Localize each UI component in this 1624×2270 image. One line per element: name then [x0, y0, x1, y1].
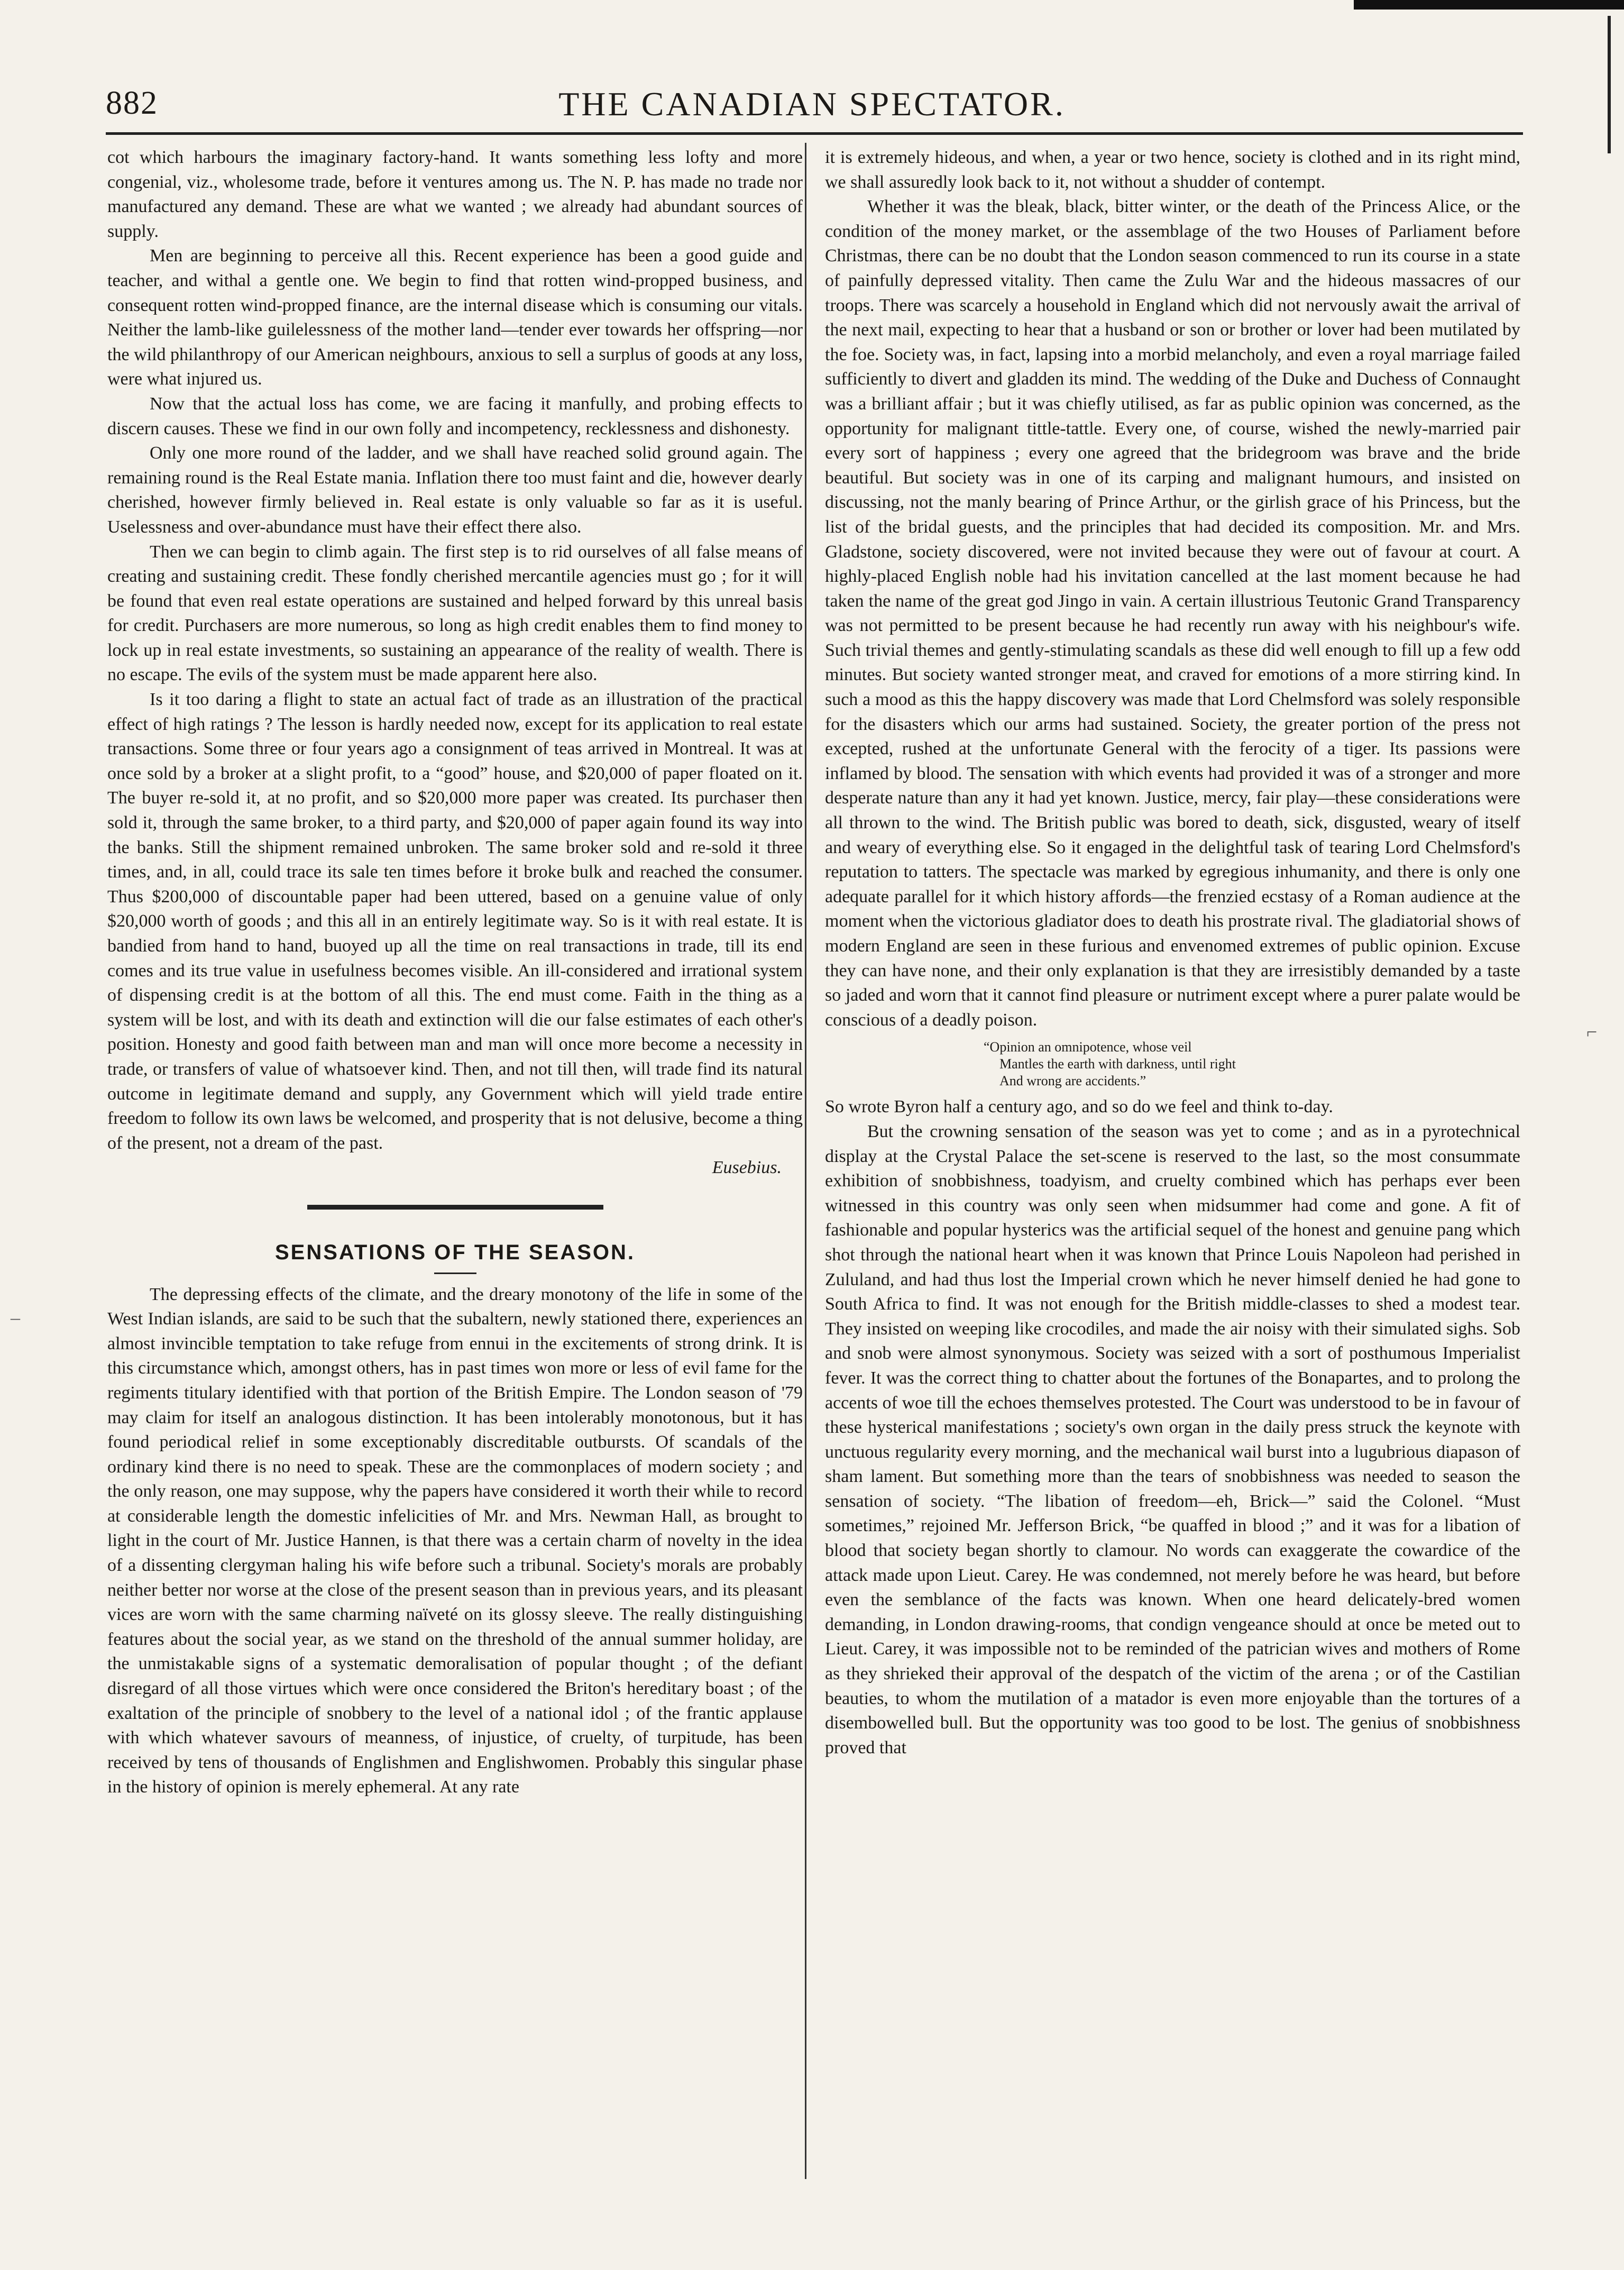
paragraph: So wrote Byron half a century ago, and so do we feel and think to-day. — [825, 1097, 1333, 1117]
signature-line — [107, 1156, 803, 1180]
paragraph: Is it too daring a flight to state an actual fact of trade as an illustration of the practical effect of high ratings ? The lesson is hardly needed now, except for its application to real estate transactions. Some three or four years ago a consignment of teas arrived in Montreal. It was at once sold by a broker at a slight profit, to a “good” house, and $20,000 of paper floated on it. The buyer re-sold it, at no profit, and so $20,000 more paper was created. Its purchaser then sold it, through the same broker, to a third party, and $20,000 of paper again found its way into the banks. Still the shipment remained unbroken. The same broker sold and re-sold it three times, and, in all, could trace its sale ten times before it broke bulk and reached the consumer. Thus $200,000 of discountable paper had been uttered, based on a genuine value of only $20,000 worth of goods ; and this all in an entirely legitimate way. So is it with real estate. It is bandied from hand to hand, buoyed up all the time on real transactions in trade, till its end comes and its true value in usefulness becomes visible. An ill-considered and irrational system of dispensing credit is at the bottom of all this. The end must come. Faith in the thing as a system will be lost, and with its death and extinction will die our false estimates of each other's position. Honesty and good faith between man and man will once more become a necessity in trade, or transfers of value of whatsoever kind. Then, and not till then, will trade find its natural outcome in legitimate demand and supply, any Government which will yield trade entire freedom to follow its own laws be welcomed, and prosperity that is not delusive, become a thing of the present, not a dream of the past. — [107, 690, 803, 1153]
paragraph: cot which harbours the imaginary factory-hand. It wants something less lofty and more congenial, viz., wholesome trade, before it ventures among us. The N. P. has made no trade nor manufactured any demand. These are what we wanted ; we already had abundant sources of supply. — [107, 148, 803, 241]
paragraph: Men are beginning to perceive all this. Recent experience has been a good guide and teacher, and withal a gentle one. We begin to find that rotten wind-propped business, and consequent rotten wind-propped finance, are the internal disease which is consuming our vitals. Neither the lamb-like guilelessness of the mother land—tender ever towards her offspring—nor the wild philanthropy of our American neighbours, anxious to sell a surplus of goods at any loss, were what injured us. — [107, 246, 803, 389]
publication-title: THE CANADIAN SPECTATOR. — [558, 85, 1066, 123]
right-column — [825, 145, 1520, 1760]
header-rule — [106, 132, 1523, 135]
margin-tick: ⌐ — [1586, 1021, 1598, 1042]
section-separator — [307, 1205, 603, 1210]
heading-underline — [434, 1273, 476, 1274]
column-divider — [805, 143, 806, 2179]
verse-line: Mantles the earth with darkness, until right — [999, 1056, 1236, 1072]
verse-line: “Opinion an omnipotence, whose veil — [984, 1039, 1192, 1055]
paragraph: But the crowning sensation of the season was yet to come ; and as in a pyrotechnical display at the Crystal Palace the set-scene is reserved to the last, so the most consummate exhibition of snobbishness, toadyism, and cruelty combined which has perhaps ever been witnessed in this country was only seen when midsummer had come and gone. A fit of fashionable and popular hysterics was the artificial sequel of the honest and genuine pang which shot through the national heart when it was known that Prince Louis Napoleon had perished in Zululand, and had thus lost the Imperial crown which he never himself denied he had gone to South Africa to find. It was not enough for the British middle-classes to shed a modest tear. They insisted on weeping like crocodiles, and made the air noisy with their simulated sighs. Sob and snob were almost synonymous. Society was seized with a sort of posthumous Imperialist fever. It was the correct thing to chatter about the fortunes of the Bonapartes, and to prolong the accents of woe till the echoes themselves protested. The Court was understood to be in favour of these hysterical manifestations ; society's own organ in the daily press struck the keynote with unctuous regularity every morning, and the mechanical wail burst into a lugubrious diapason of sham lament. But something more than the tears of snobbishness was needed to season the sensation of society. “The libation of freedom—eh, Brick—” said the Colonel. “Must sometimes,” rejoined Mr. Jefferson Brick, “be quaffed in blood ;” and it was for a libation of blood that society began shortly to clamour. No words can exaggerate the cowardice of the attack made upon Lieut. Carey. He was condemned, not merely before he was heard, but before even the semblance of the facts was known. When one heard delicately-bred women demanding, in London drawing-rooms, that condign vengeance should at once be meted out to Lieut. Carey, it was impossible not to be reminded of the patrician wives and mothers of Rome as they shrieked their approval of the despatch of the victim of the arena ; or of the Castilian beauties, to whom the mutilation of a matador is even more enjoyable than the tortures of a disembowelled bull. But the opportunity was too good to be lost. The genius of snobbishness proved that — [825, 1121, 1520, 1758]
paragraph: it is extremely hideous, and when, a year or two hence, society is clothed and in its right mind, we shall assuredly look back to it, not without a shudder of contempt. — [825, 148, 1520, 192]
verse-quotation — [825, 1039, 1520, 1090]
verse-line: And wrong are accidents.” — [999, 1073, 1146, 1089]
top-edge-rule — [1354, 0, 1624, 10]
paragraph: The depressing effects of the climate, and the dreary monotony of the life in some of the West Indian islands, are said to be such that the subaltern, newly stationed there, experiences an almost invincible temptation to take refuge from ennui in the excitements of strong drink. It is this circumstance which, amongst others, has in past times won more or less of evil fame for the regiments titulary identified with that portion of the British Empire. The London season of '79 may claim for itself an analogous distinction. It has been intolerably monotonous, but it has found periodical relief in some exceptionably discreditable outbursts. Of scandals of the ordinary kind there is no need to speak. These are the commonplaces of modern society ; and the only reason, one may suppose, why the papers have considered it worth their while to record at considerable length the domestic infelicities of Mr. and Mrs. Newman Hall, as brought to light in the court of Mr. Justice Hannen, is that there was a certain charm of novelty in the idea of a dissenting clergyman haling his wife before such a tribunal. Society's morals are probably neither better nor worse at the close of the present season than in previous years, and its pleasant vices are worn with the same charming naïveté on its glossy sleeve. The really distinguishing features about the social year, as we stand on the threshold of the annual summer holiday, are the unmistakable signs of a systematic demoralisation of popular thought ; of the defiant disregard of all those virtues which were once considered the Briton's hereditary boast ; of the exaltation of the principle of snobbery to the level of a national idol ; of the frantic applause with which whatever savours of meanness, of injustice, of cruelty, of turpitude, has been received by tens of thousands of Englishmen and Englishwomen. Probably this singular phase in the history of opinion is merely ephemeral. At any rate — [107, 1284, 803, 1797]
left-column — [107, 145, 803, 1800]
author-signature: Eusebius. — [712, 1158, 782, 1178]
margin-tick: – — [11, 1307, 20, 1328]
paragraph: Now that the actual loss has come, we are facing it manfully, and probing effects to discern causes. These we find in our own folly and incompetency, recklessness and dishonesty. — [107, 393, 803, 438]
paragraph: Then we can begin to climb again. The first step is to rid ourselves of all false means of creating and sustaining credit. These fondly cherished mercantile agencies must go ; for it will be found that even real estate operations are sustained and helped forward by this unreal basis for credit. Purchasers are more numerous, so long as high credit enables them to find money to lock up in real estate investments, so sustaining an appearance of the reality of wealth. There is no escape. The evils of the system must be made apparent here also. — [107, 542, 803, 685]
paragraph: Whether it was the bleak, black, bitter winter, or the death of the Princess Alice, or the condition of the money market, or the assemblage of the two Houses of Parliament before Christmas, there can be no doubt that the London season commenced to run its course in a state of painfully depressed vitality. Then came the Zulu War and the hideous massacres of our troops. There was scarcely a household in England which did not nervously await the arrival of the next mail, expecting to hear that a husband or son or brother or lover had been mutilated by the foe. Society was, in fact, lapsing into a morbid melancholy, and even a royal marriage failed sufficiently to divert and gladden its mind. The wedding of the Duke and Duchess of Connaught was a brilliant affair ; but it was chiefly utilised, as far as public opinion was concerned, as the opportunity for malignant tittle-tattle. Every one, of course, wished the newly-married pair every sort of happiness ; every one agreed that the bridegroom was brave and the bride beautiful. But society was in one of its carping and malignant humours, and insisted on discussing, not the manly bearing of Prince Arthur, or the girlish grace of his Princess, but the list of the bridal guests, and the principles that had decided its composition. Mr. and Mrs. Gladstone, society discovered, were not invited because they were out of favour at court. A highly-placed English noble had his invitation cancelled at the last moment because he had taken the name of the great god Jingo in vain. A certain illustrious Teutonic Grand Transparency was not permitted to be present because he had recently run away with his neighbour's wife. Such trivial themes and gently-stimulating scandals as these did well enough to fill up a few odd minutes. But society wanted stronger meat, and craved for emotions of a more stirring kind. In such a mood as this the happy discovery was made that Lord Chelmsford was solely responsible for the disasters which our arms had sustained. Society, the greater portion of the press not excepted, rushed at the unfortunate General with the ferocity of a tiger. Its passions were inflamed by blood. The sensation with which events had provided it was of a stronger and more desperate nature than any it had yet known. Justice, mercy, fair play—these considerations were all thrown to the wind. The British public was bored to death, sick, disgusted, weary of itself and weary of everything else. So it engaged in the delightful task of tearing Lord Chelmsford's reputation to tatters. The spectacle was marked by egregious inhumanity, and there is only one adequate parallel for it which history affords—the frenzied ecstasy of a Roman audience at the moment when the victorious gladiator does to death his prostrate rival. The gladiatorial shows of modern England are seen in these furious and envenomed extremes of public opinion. Excuse they can have none, and their only explanation is that they are irresistibly demanded by a taste so jaded and worn that it cannot find pleasure or nutriment except where a purer palate would be conscious of a deadly poison. — [825, 197, 1520, 1030]
page-number: 882 — [106, 85, 158, 121]
section-heading: SENSATIONS OF THE SEASON. — [275, 1240, 635, 1264]
paragraph: Only one more round of the ladder, and we shall have reached solid ground again. The remaining round is the Real Estate mania. Inflation there too must faint and die, however dearly cherished, however firmly believed in. Real estate is only valuable so far as it is useful. Uselessness and over-abundance must have their effect there also. — [107, 443, 803, 537]
